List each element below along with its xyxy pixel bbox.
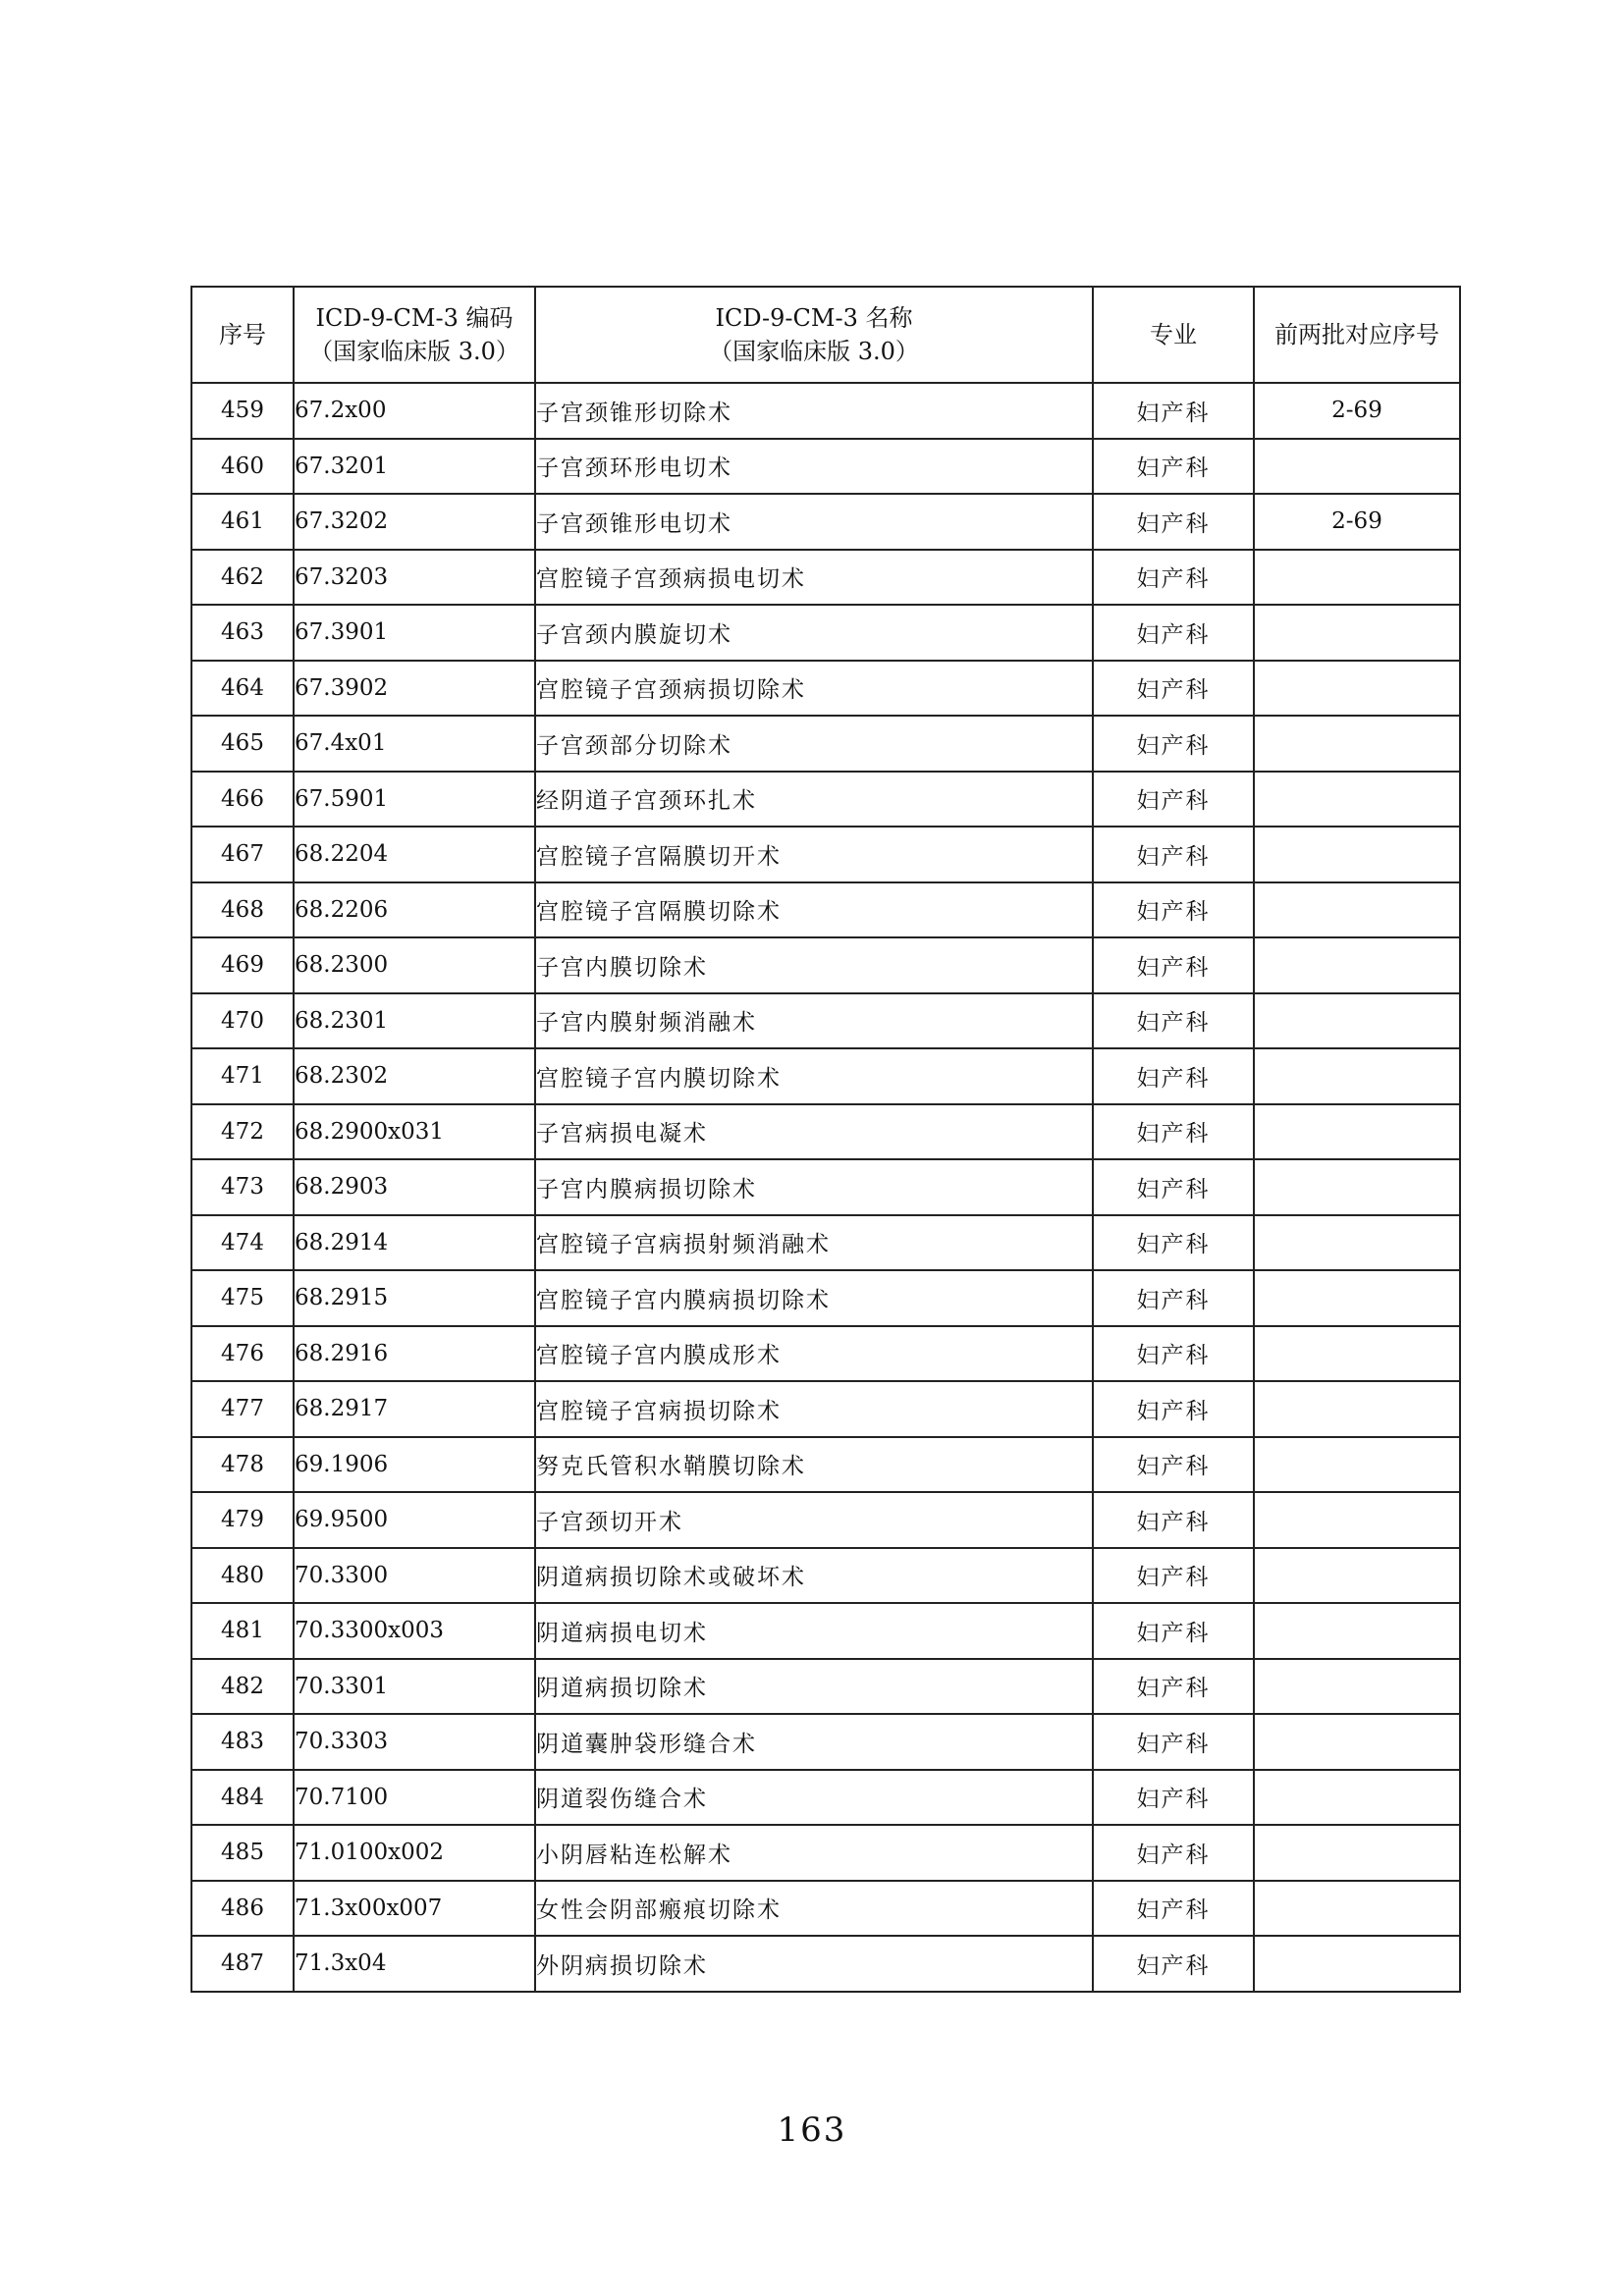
header-specialty: 专业 (1093, 287, 1254, 383)
cell-name: 宫腔镜子宫隔膜切除术 (535, 882, 1093, 938)
cell-prev (1254, 1548, 1460, 1604)
cell-no: 464 (191, 661, 294, 717)
cell-code: 69.1906 (294, 1437, 535, 1493)
cell-specialty: 妇产科 (1093, 1492, 1254, 1548)
cell-specialty: 妇产科 (1093, 550, 1254, 606)
cell-specialty: 妇产科 (1093, 1159, 1254, 1215)
header-prev: 前两批对应序号 (1254, 287, 1460, 383)
cell-prev (1254, 661, 1460, 717)
cell-code: 70.3300x003 (294, 1603, 535, 1659)
cell-name: 宫腔镜子宫隔膜切开术 (535, 827, 1093, 882)
cell-code: 68.2915 (294, 1270, 535, 1326)
table-row (191, 1548, 1460, 1604)
cell-name: 子宫内膜射频消融术 (535, 993, 1093, 1049)
cell-code: 68.2900x031 (294, 1104, 535, 1160)
cell-prev (1254, 1159, 1460, 1215)
cell-prev (1254, 1714, 1460, 1770)
table-header-row (191, 287, 1460, 383)
header-name-line2: （国家临床版 3.0） (709, 338, 919, 365)
header-name-line1: ICD-9-CM-3 名称 (715, 304, 913, 332)
cell-prev (1254, 1770, 1460, 1826)
cell-name: 宫腔镜子宫内膜病损切除术 (535, 1270, 1093, 1326)
cell-specialty: 妇产科 (1093, 1548, 1254, 1604)
cell-no: 459 (191, 383, 294, 439)
cell-prev (1254, 1326, 1460, 1382)
cell-name: 子宫颈切开术 (535, 1492, 1093, 1548)
table-row (191, 550, 1460, 606)
cell-specialty: 妇产科 (1093, 1881, 1254, 1937)
cell-code: 67.3202 (294, 494, 535, 550)
cell-specialty: 妇产科 (1093, 1603, 1254, 1659)
cell-name: 阴道病损切除术或破坏术 (535, 1548, 1093, 1604)
cell-code: 71.3x04 (294, 1936, 535, 1992)
cell-no: 471 (191, 1048, 294, 1104)
cell-no: 461 (191, 494, 294, 550)
table-row (191, 605, 1460, 661)
cell-specialty: 妇产科 (1093, 1825, 1254, 1881)
cell-code: 67.4x01 (294, 716, 535, 772)
cell-code: 70.3303 (294, 1714, 535, 1770)
cell-no: 462 (191, 550, 294, 606)
header-name (535, 287, 1093, 383)
cell-prev (1254, 1603, 1460, 1659)
table-row (191, 772, 1460, 828)
cell-no: 466 (191, 772, 294, 828)
cell-no: 467 (191, 827, 294, 882)
cell-prev (1254, 1104, 1460, 1160)
cell-prev (1254, 1881, 1460, 1937)
cell-name: 宫腔镜子宫颈病损切除术 (535, 661, 1093, 717)
cell-no: 478 (191, 1437, 294, 1493)
cell-prev (1254, 1825, 1460, 1881)
cell-specialty: 妇产科 (1093, 439, 1254, 495)
cell-code: 70.3300 (294, 1548, 535, 1604)
cell-prev (1254, 1492, 1460, 1548)
cell-code: 68.2916 (294, 1326, 535, 1382)
cell-prev (1254, 882, 1460, 938)
cell-code: 69.9500 (294, 1492, 535, 1548)
cell-no: 485 (191, 1825, 294, 1881)
cell-prev (1254, 993, 1460, 1049)
cell-no: 477 (191, 1381, 294, 1437)
cell-name: 宫腔镜子宫病损射频消融术 (535, 1215, 1093, 1271)
cell-specialty: 妇产科 (1093, 827, 1254, 882)
cell-specialty: 妇产科 (1093, 716, 1254, 772)
cell-code: 68.2917 (294, 1381, 535, 1437)
cell-specialty: 妇产科 (1093, 937, 1254, 993)
table-row (191, 494, 1460, 550)
cell-specialty: 妇产科 (1093, 1104, 1254, 1160)
table-row (191, 1215, 1460, 1271)
cell-prev (1254, 827, 1460, 882)
cell-prev (1254, 716, 1460, 772)
procedure-table (190, 286, 1461, 1993)
cell-specialty: 妇产科 (1093, 494, 1254, 550)
cell-name: 经阴道子宫颈环扎术 (535, 772, 1093, 828)
cell-code: 67.3902 (294, 661, 535, 717)
table-row (191, 1936, 1460, 1992)
header-no: 序号 (191, 287, 294, 383)
cell-specialty: 妇产科 (1093, 1326, 1254, 1382)
table-row (191, 882, 1460, 938)
cell-name: 子宫内膜切除术 (535, 937, 1093, 993)
table-row (191, 1714, 1460, 1770)
cell-prev (1254, 439, 1460, 495)
cell-no: 463 (191, 605, 294, 661)
cell-code: 67.3901 (294, 605, 535, 661)
cell-prev (1254, 1215, 1460, 1271)
cell-name: 宫腔镜子宫病损切除术 (535, 1381, 1093, 1437)
header-code-line1: ICD-9-CM-3 编码 (315, 304, 514, 332)
cell-code: 71.0100x002 (294, 1825, 535, 1881)
cell-code: 68.2204 (294, 827, 535, 882)
cell-no: 487 (191, 1936, 294, 1992)
cell-code: 68.2302 (294, 1048, 535, 1104)
cell-no: 481 (191, 1603, 294, 1659)
cell-no: 469 (191, 937, 294, 993)
cell-name: 子宫颈部分切除术 (535, 716, 1093, 772)
table-row (191, 1603, 1460, 1659)
cell-prev (1254, 937, 1460, 993)
table-row (191, 1881, 1460, 1937)
table-row (191, 383, 1460, 439)
cell-no: 484 (191, 1770, 294, 1826)
cell-no: 468 (191, 882, 294, 938)
cell-specialty: 妇产科 (1093, 1770, 1254, 1826)
cell-name: 外阴病损切除术 (535, 1936, 1093, 1992)
cell-name: 小阴唇粘连松解术 (535, 1825, 1093, 1881)
cell-code: 68.2300 (294, 937, 535, 993)
cell-specialty: 妇产科 (1093, 772, 1254, 828)
cell-specialty: 妇产科 (1093, 661, 1254, 717)
cell-prev (1254, 1270, 1460, 1326)
cell-no: 460 (191, 439, 294, 495)
cell-no: 474 (191, 1215, 294, 1271)
table-row (191, 937, 1460, 993)
cell-name: 子宫颈内膜旋切术 (535, 605, 1093, 661)
header-code-line2: （国家临床版 3.0） (309, 338, 519, 365)
cell-code: 67.5901 (294, 772, 535, 828)
cell-code: 67.2x00 (294, 383, 535, 439)
table-row (191, 716, 1460, 772)
cell-no: 480 (191, 1548, 294, 1604)
cell-no: 475 (191, 1270, 294, 1326)
cell-prev: 2-69 (1254, 383, 1460, 439)
cell-name: 阴道囊肿袋形缝合术 (535, 1714, 1093, 1770)
cell-prev (1254, 550, 1460, 606)
cell-no: 465 (191, 716, 294, 772)
cell-code: 67.3203 (294, 550, 535, 606)
cell-name: 子宫颈锥形切除术 (535, 383, 1093, 439)
cell-code: 68.2301 (294, 993, 535, 1049)
cell-prev (1254, 605, 1460, 661)
cell-prev (1254, 1048, 1460, 1104)
cell-name: 女性会阴部瘢痕切除术 (535, 1881, 1093, 1937)
cell-prev (1254, 1659, 1460, 1715)
cell-prev (1254, 772, 1460, 828)
cell-no: 483 (191, 1714, 294, 1770)
table-row (191, 827, 1460, 882)
page-number: 163 (777, 2110, 847, 2150)
table-row (191, 1104, 1460, 1160)
cell-specialty: 妇产科 (1093, 383, 1254, 439)
cell-prev (1254, 1381, 1460, 1437)
table-row (191, 1270, 1460, 1326)
cell-name: 子宫颈锥形电切术 (535, 494, 1093, 550)
cell-code: 68.2903 (294, 1159, 535, 1215)
cell-no: 476 (191, 1326, 294, 1382)
header-code (294, 287, 535, 383)
table-row (191, 1437, 1460, 1493)
cell-specialty: 妇产科 (1093, 1936, 1254, 1992)
cell-no: 470 (191, 993, 294, 1049)
cell-no: 482 (191, 1659, 294, 1715)
cell-code: 70.3301 (294, 1659, 535, 1715)
table-row (191, 661, 1460, 717)
cell-specialty: 妇产科 (1093, 1437, 1254, 1493)
cell-specialty: 妇产科 (1093, 1659, 1254, 1715)
table-body (191, 383, 1460, 1992)
table-row (191, 993, 1460, 1049)
table-row (191, 1492, 1460, 1548)
table-row (191, 1381, 1460, 1437)
cell-prev (1254, 1437, 1460, 1493)
cell-no: 486 (191, 1881, 294, 1937)
cell-name: 阴道病损电切术 (535, 1603, 1093, 1659)
table-row (191, 1770, 1460, 1826)
cell-code: 70.7100 (294, 1770, 535, 1826)
cell-name: 子宫病损电凝术 (535, 1104, 1093, 1160)
table-row (191, 1159, 1460, 1215)
cell-code: 67.3201 (294, 439, 535, 495)
cell-name: 宫腔镜子宫内膜成形术 (535, 1326, 1093, 1382)
cell-code: 71.3x00x007 (294, 1881, 535, 1937)
cell-prev: 2-69 (1254, 494, 1460, 550)
cell-name: 阴道裂伤缝合术 (535, 1770, 1093, 1826)
cell-specialty: 妇产科 (1093, 605, 1254, 661)
cell-specialty: 妇产科 (1093, 1215, 1254, 1271)
cell-specialty: 妇产科 (1093, 1048, 1254, 1104)
cell-name: 子宫内膜病损切除术 (535, 1159, 1093, 1215)
cell-prev (1254, 1936, 1460, 1992)
cell-name: 宫腔镜子宫内膜切除术 (535, 1048, 1093, 1104)
cell-name: 子宫颈环形电切术 (535, 439, 1093, 495)
cell-code: 68.2206 (294, 882, 535, 938)
cell-specialty: 妇产科 (1093, 882, 1254, 938)
cell-name: 努克氏管积水鞘膜切除术 (535, 1437, 1093, 1493)
cell-no: 473 (191, 1159, 294, 1215)
cell-specialty: 妇产科 (1093, 1270, 1254, 1326)
cell-no: 472 (191, 1104, 294, 1160)
table-row (191, 1048, 1460, 1104)
cell-specialty: 妇产科 (1093, 1381, 1254, 1437)
table-row (191, 1326, 1460, 1382)
cell-specialty: 妇产科 (1093, 1714, 1254, 1770)
cell-name: 宫腔镜子宫颈病损电切术 (535, 550, 1093, 606)
cell-no: 479 (191, 1492, 294, 1548)
table-row (191, 439, 1460, 495)
cell-code: 68.2914 (294, 1215, 535, 1271)
table-row (191, 1659, 1460, 1715)
cell-name: 阴道病损切除术 (535, 1659, 1093, 1715)
cell-specialty: 妇产科 (1093, 993, 1254, 1049)
table-row (191, 1825, 1460, 1881)
